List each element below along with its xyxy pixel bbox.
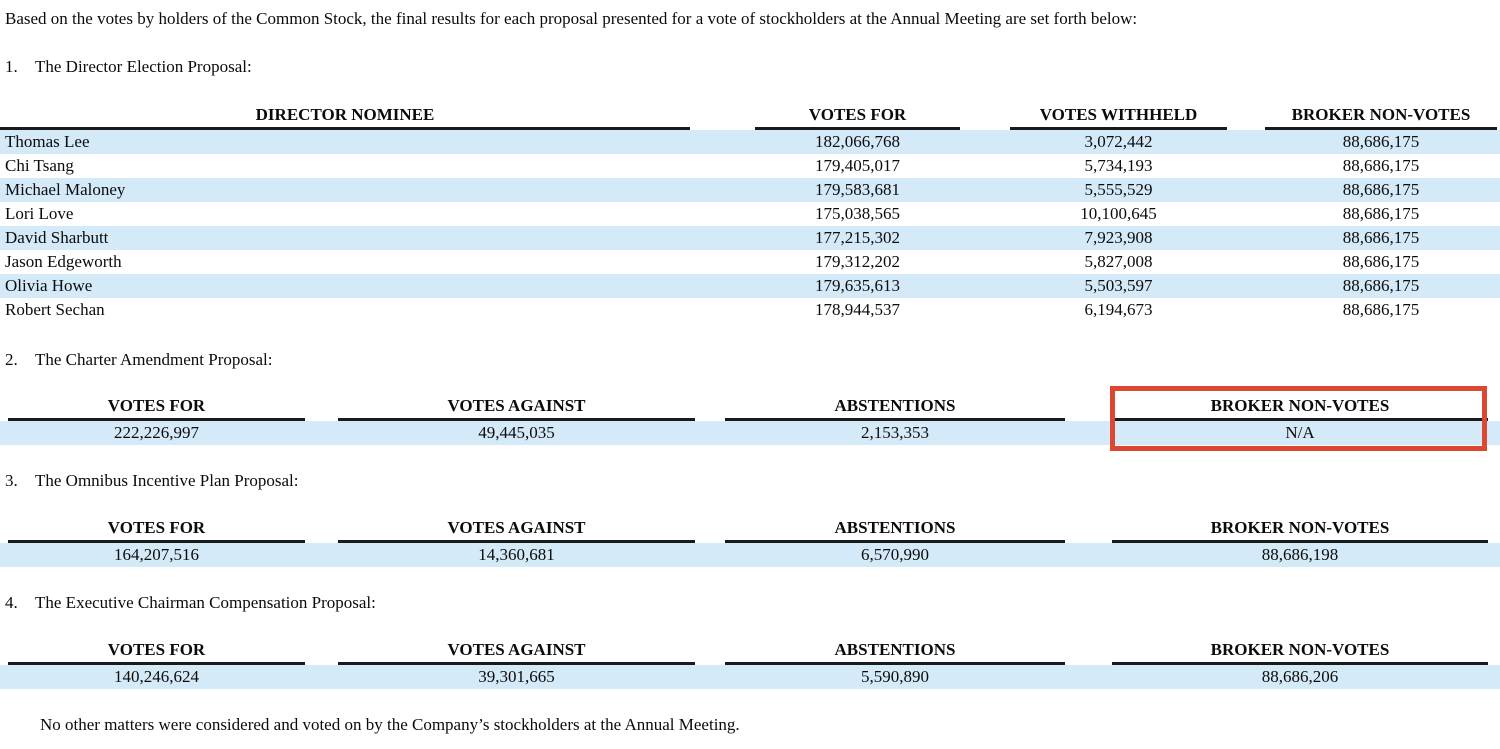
votes-withheld-cell: 3,072,442 [1084,132,1153,151]
table-row [0,178,1500,202]
intro-paragraph: Based on the votes by holders of the Common Stock, the final results for each proposal presented for a vote of stockholders at the Annual Meeting are set forth below: [5,9,1138,28]
column-header-votes-for: VOTES FOR [8,640,305,665]
header-row [0,105,1500,130]
votes-for-cell: 178,944,537 [815,300,900,319]
section-number: 4. [5,593,18,612]
nominee-cell: Olivia Howe [5,276,93,295]
abstentions-cell: 5,590,890 [861,667,929,686]
nominee-cell: Chi Tsang [5,156,74,175]
column-header-abstentions: ABSTENTIONS [725,640,1065,665]
column-header-votes-withheld: VOTES WITHHELD [1010,105,1227,130]
abstentions-cell: 6,570,990 [861,545,929,564]
value-row [0,665,1500,689]
votes-withheld-cell: 5,503,597 [1084,276,1153,295]
column-header-votes-against: VOTES AGAINST [338,518,695,543]
votes-withheld-cell: 5,734,193 [1084,156,1153,175]
broker-non-votes-cell: 88,686,198 [1261,545,1339,564]
column-header-votes-for: VOTES FOR [755,105,960,130]
votes-withheld-cell: 6,194,673 [1084,300,1153,319]
header-row [0,518,1500,543]
nominee-cell: Michael Maloney [5,180,126,199]
section-number: 2. [5,350,18,369]
value-row [0,421,1500,445]
column-header-broker-non-votes: BROKER NON-VOTES [1112,396,1488,421]
section-title: The Charter Amendment Proposal: [35,350,273,369]
column-header-abstentions: ABSTENTIONS [725,518,1065,543]
executive-chairman-compensation-table [0,640,1500,689]
votes-withheld-cell: 5,555,529 [1084,180,1153,199]
section-3-heading [0,470,1500,492]
broker-non-votes-cell: N/A [1285,423,1315,442]
votes-for-cell: 175,038,565 [815,204,900,223]
section-number: 3. [5,471,18,490]
closing-paragraph: No other matters were considered and voted on by the Company’s stockholders at the Annual Meeting. [40,715,740,734]
broker-non-votes-cell: 88,686,175 [1342,228,1420,247]
column-header-votes-against: VOTES AGAINST [338,640,695,665]
column-header-votes-for: VOTES FOR [8,518,305,543]
votes-for-cell: 140,246,624 [114,667,199,686]
table-row [0,130,1500,154]
votes-withheld-cell: 10,100,645 [1080,204,1157,223]
column-header-broker-non-votes: BROKER NON-VOTES [1265,105,1497,130]
votes-against-cell: 49,445,035 [478,423,555,442]
section-title: The Omnibus Incentive Plan Proposal: [35,471,299,490]
votes-withheld-cell: 7,923,908 [1084,228,1153,247]
nominee-cell: Thomas Lee [5,132,90,151]
section-4-heading [0,592,1500,614]
table-row [0,154,1500,178]
nominee-cell: Lori Love [5,204,74,223]
section-title: The Director Election Proposal: [35,57,252,76]
omnibus-incentive-table [0,518,1500,567]
value-row [0,543,1500,567]
column-header-broker-non-votes: BROKER NON-VOTES [1112,518,1488,543]
votes-for-cell: 164,207,516 [114,545,199,564]
header-row [0,640,1500,665]
column-header-abstentions: ABSTENTIONS [725,396,1065,421]
abstentions-cell: 2,153,353 [861,423,929,442]
section-title: The Executive Chairman Compensation Proposal: [35,593,376,612]
broker-non-votes-cell: 88,686,206 [1261,667,1339,686]
header-row [0,396,1500,421]
nominee-cell: Robert Sechan [5,300,105,319]
votes-for-cell: 179,312,202 [815,252,900,271]
nominee-cell: Jason Edgeworth [5,252,122,271]
section-1-heading [0,56,1500,78]
director-election-table [0,105,1500,322]
votes-for-cell: 179,635,613 [815,276,900,295]
section-number: 1. [5,57,18,76]
nominee-cell: David Sharbutt [5,228,109,247]
broker-non-votes-cell: 88,686,175 [1342,156,1420,175]
table-row [0,226,1500,250]
table-row [0,250,1500,274]
table-row [0,298,1500,322]
broker-non-votes-cell: 88,686,175 [1342,180,1420,199]
votes-for-cell: 179,583,681 [815,180,900,199]
broker-non-votes-cell: 88,686,175 [1342,300,1420,319]
column-header-director-nominee: DIRECTOR NOMINEE [0,105,690,130]
table-row [0,274,1500,298]
broker-non-votes-cell: 88,686,175 [1342,276,1420,295]
section-2-heading [0,349,1500,371]
table-row [0,202,1500,226]
broker-non-votes-cell: 88,686,175 [1342,132,1420,151]
column-header-votes-against: VOTES AGAINST [338,396,695,421]
votes-for-cell: 222,226,997 [114,423,199,442]
votes-against-cell: 14,360,681 [478,545,555,564]
charter-amendment-table [0,396,1500,445]
column-header-broker-non-votes: BROKER NON-VOTES [1112,640,1488,665]
broker-non-votes-cell: 88,686,175 [1342,204,1420,223]
votes-for-cell: 177,215,302 [815,228,900,247]
votes-for-cell: 179,405,017 [815,156,900,175]
column-header-votes-for: VOTES FOR [8,396,305,421]
votes-withheld-cell: 5,827,008 [1084,252,1153,271]
broker-non-votes-cell: 88,686,175 [1342,252,1420,271]
votes-against-cell: 39,301,665 [478,667,555,686]
votes-for-cell: 182,066,768 [815,132,900,151]
